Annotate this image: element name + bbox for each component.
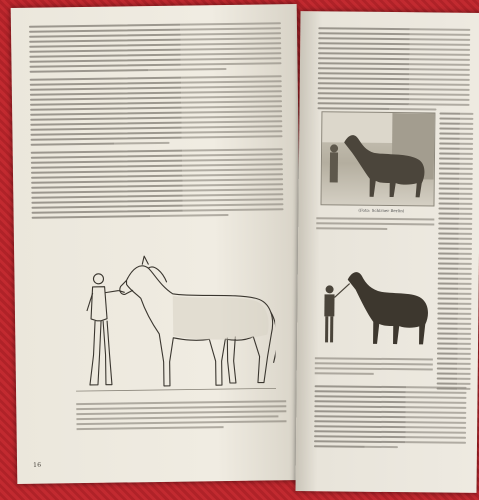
photo-1-caption <box>316 217 434 233</box>
right-book-page <box>295 11 479 493</box>
left-page-number: 16 <box>33 461 42 469</box>
right-column-text <box>437 113 474 393</box>
photo-2-caption <box>315 357 433 378</box>
figure-caption <box>76 400 286 433</box>
left-page-body-text <box>29 22 284 221</box>
photo-credit: (Foto: Schirner Berlin) <box>358 207 405 214</box>
right-page-body-text-bottom <box>314 385 467 452</box>
left-book-page <box>11 4 304 484</box>
horse-with-handler-illustration <box>74 236 276 399</box>
horse-photo <box>320 111 435 206</box>
right-page-body-text-top <box>317 27 470 114</box>
horse-with-handler-photo <box>317 257 436 354</box>
